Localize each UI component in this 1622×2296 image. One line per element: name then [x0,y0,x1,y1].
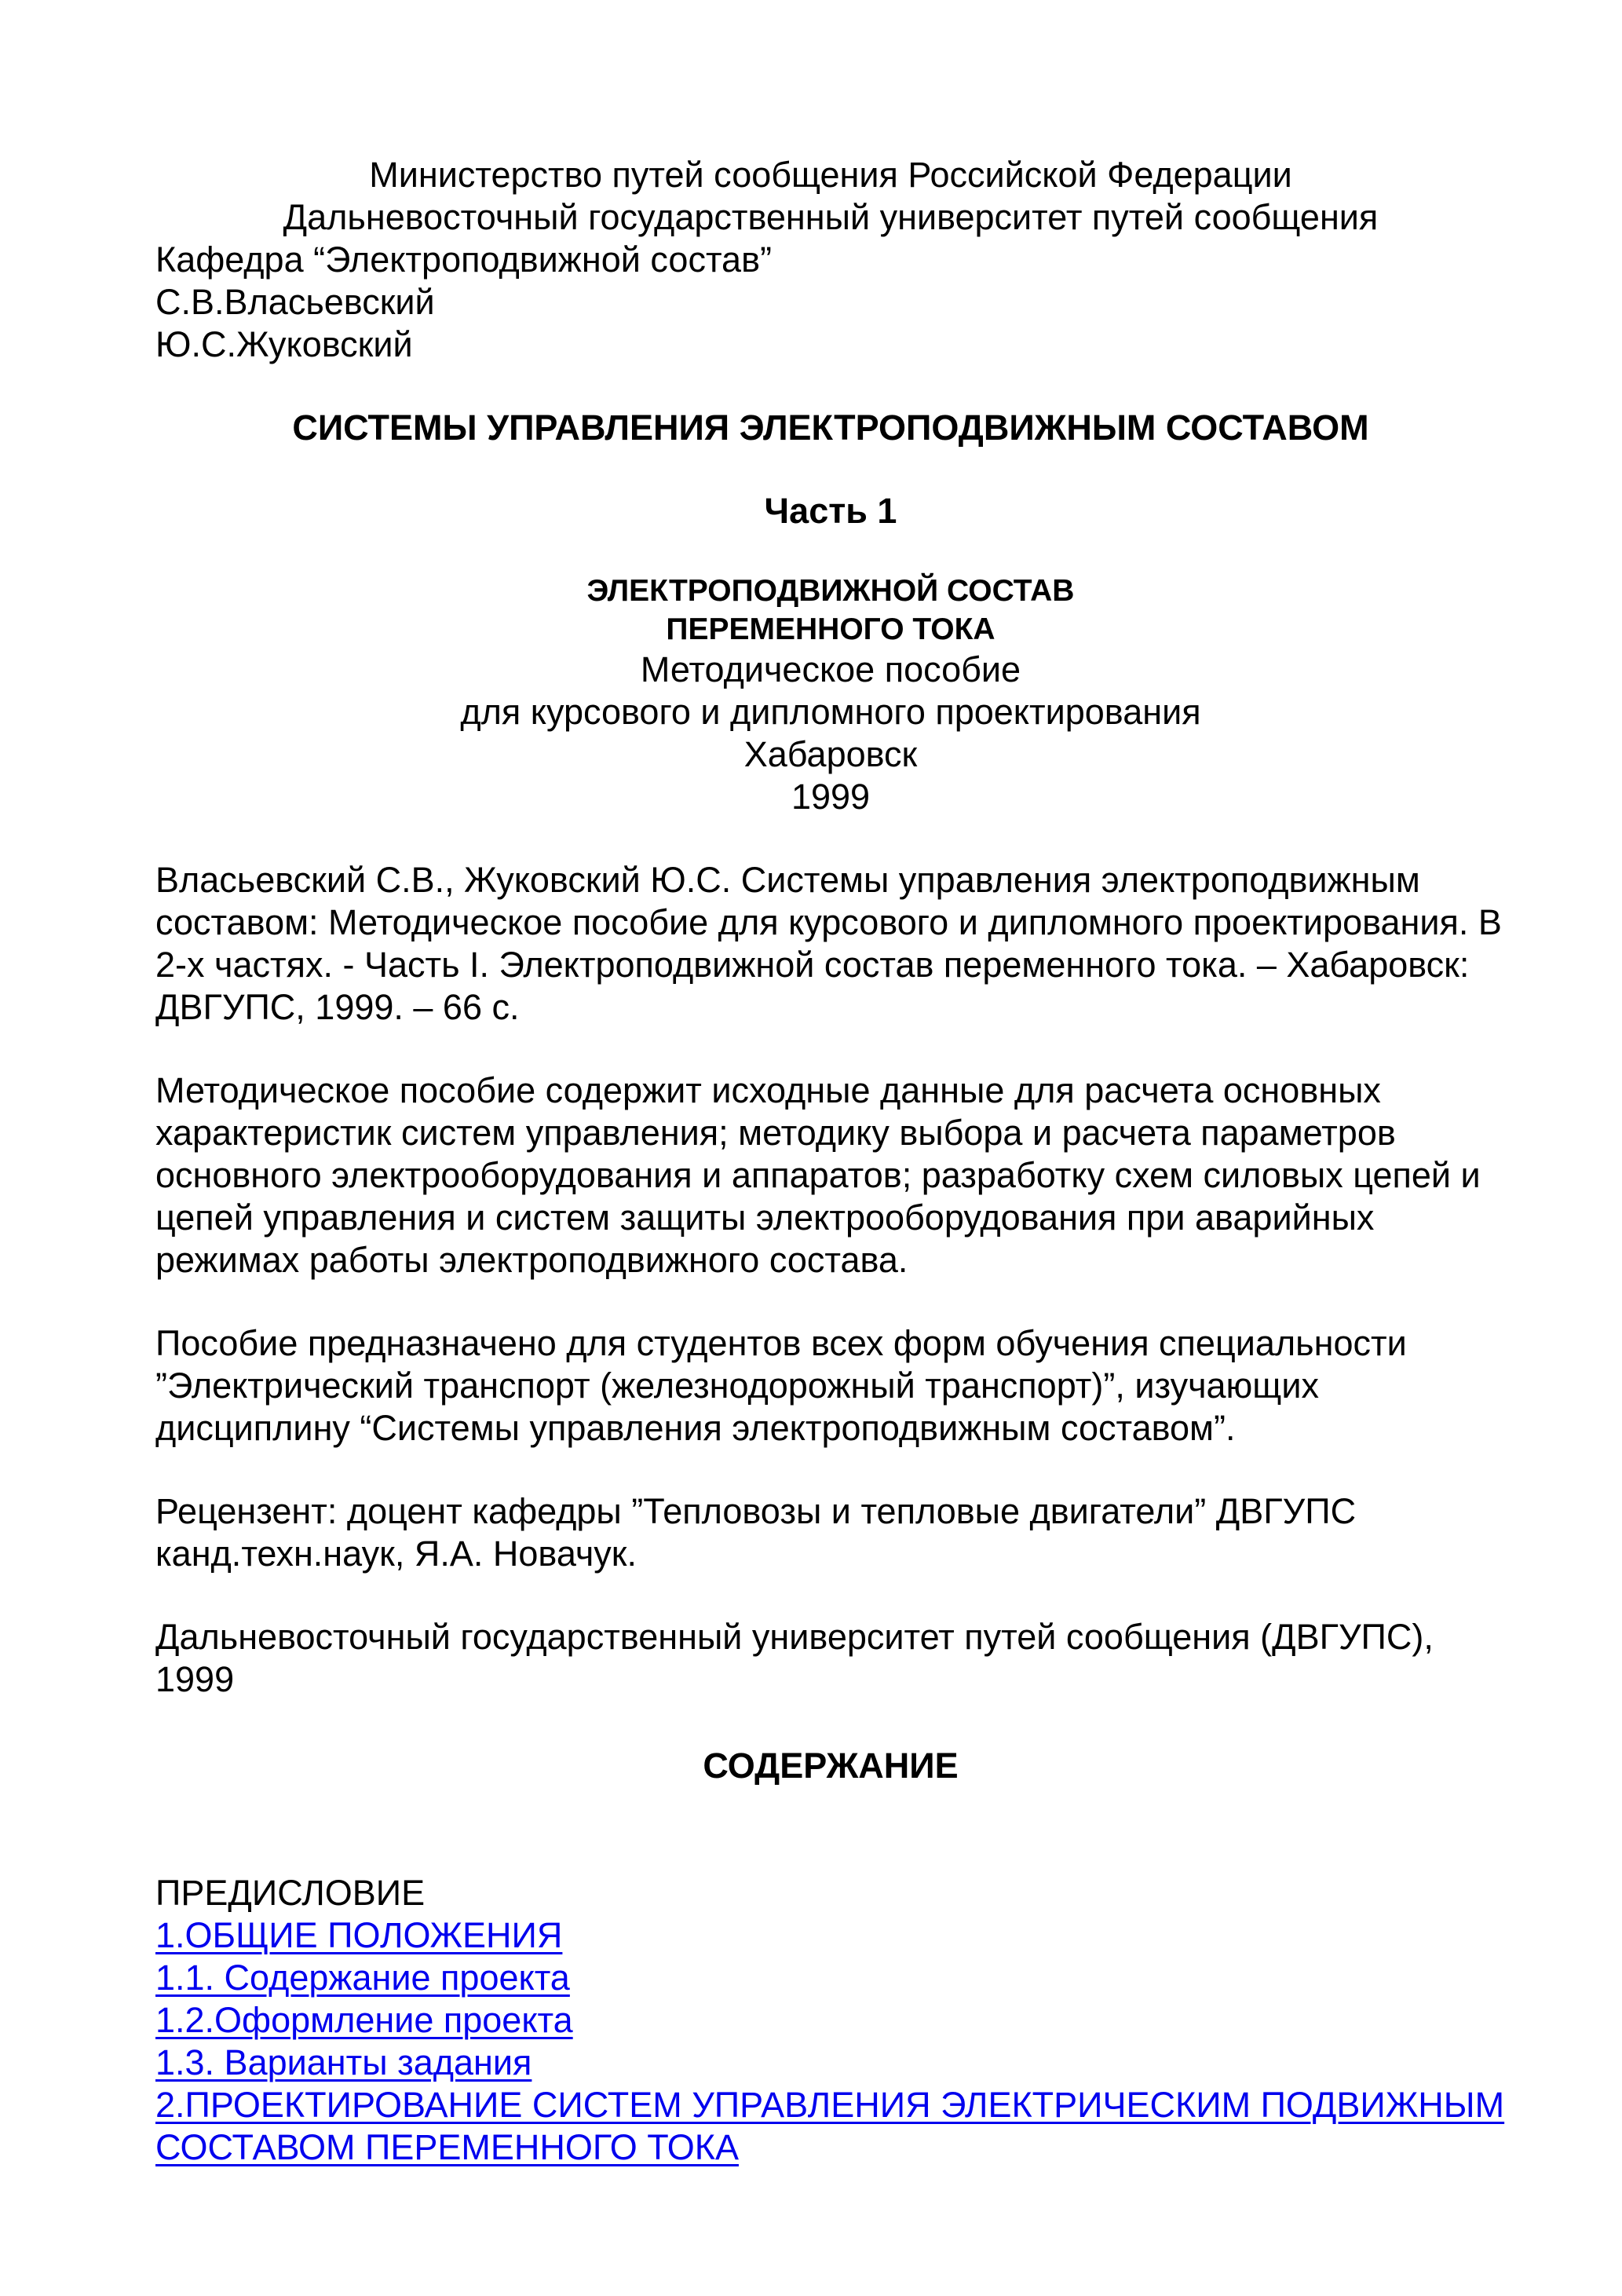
subtitle-line: ПЕРЕМЕННОГО ТОКА [666,612,995,646]
publication-kind: Методическое пособие [640,649,1021,689]
author-name: С.В.Власьевский [155,282,435,322]
part-heading: Часть 1 [764,491,897,531]
publication-year: 1999 [791,777,871,817]
citation-paragraph: Власьевский С.В., Жуковский Ю.С. Системы управления электроподвижным составом: Методическое пособие для курсового и дипломного проектирования. В 2-х частях. - Часть I. Электроподвижной состав переменного тока. – Хабаровск: ДВГУПС, 1999. – 66 с. [155,860,1502,1027]
copyright-paragraph: Дальневосточный государственный университет путей сообщения (ДВГУПС), 1999 [155,1617,1434,1699]
document-page [155,154,1506,2169]
subtitle-line: ЭЛЕКТРОПОДВИЖНОЙ СОСТАВ [586,574,1075,608]
toc-link-task-variants[interactable]: 1.3. Варианты задания [155,2042,532,2082]
abstract-paragraph: Методическое пособие содержит исходные данные для расчета основных характеристик систем управления; методику выбора и расчета параметров основного электрооборудования и аппаратов; разработку схем силовых цепей и цепей управления и систем защиты электрооборудования при аварийных режимах работы электроподвижного состава. [155,1070,1481,1280]
table-of-contents [155,1872,1506,2169]
subtitle-block [155,572,1506,818]
toc-link-project-content[interactable]: 1.1. Содержание проекта [155,1958,570,1998]
department-line: Кафедра “Электроподвижной состав” [155,239,772,280]
publication-city: Хабаровск [743,734,918,774]
author-name: Ю.С.Жуковский [155,324,413,364]
ministry-line: Министерство путей сообщения Российской Федерации [369,155,1292,195]
toc-link-general-provisions[interactable]: 1.ОБЩИЕ ПОЛОЖЕНИЯ [155,1915,563,1955]
audience-paragraph: Пособие предназначено для студентов всех форм обучения специальности ”Электрический транспорт (железнодорожный транспорт)”, изучающих дисциплину “Системы управления электроподвижным составом”. [155,1323,1407,1448]
document-title: СИСТЕМЫ УПРАВЛЕНИЯ ЭЛЕКТРОПОДВИЖНЫМ СОСТАВОМ [292,408,1369,448]
toc-link-control-systems-design[interactable]: 2.ПРОЕКТИРОВАНИЕ СИСТЕМ УПРАВЛЕНИЯ ЭЛЕКТРИЧЕСКИМ ПОДВИЖНЫМ СОСТАВОМ ПЕРЕМЕННОГО ТОКА [155,2085,1505,2167]
contents-heading: СОДЕРЖАНИЕ [703,1746,959,1786]
university-line: Дальневосточный государственный университет путей сообщения [283,197,1379,237]
publication-purpose: для курсового и дипломного проектирования [460,692,1201,732]
toc-preface: ПРЕДИСЛОВИЕ [155,1873,426,1913]
toc-link-project-design[interactable]: 1.2.Оформление проекта [155,2000,573,2040]
reviewer-paragraph: Рецензент: доцент кафедры ”Тепловозы и тепловые двигатели” ДВГУПС канд.техн.наук, Я.А. Новачук. [155,1491,1357,1574]
